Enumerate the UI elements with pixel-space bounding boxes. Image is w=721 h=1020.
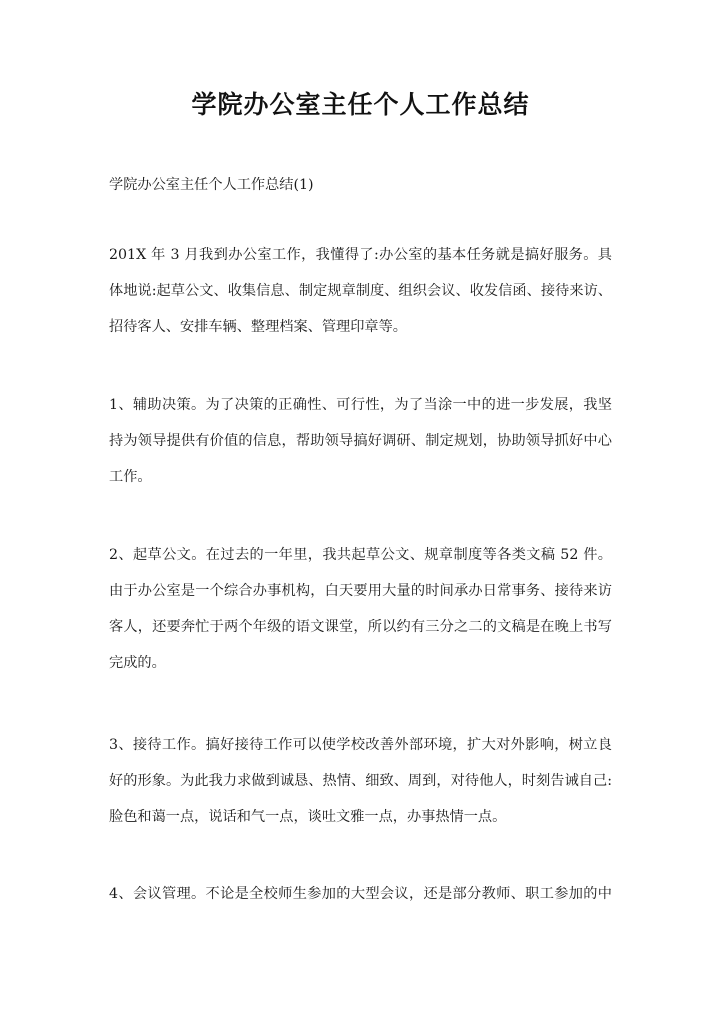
paragraph-line: 1、辅助决策。为了决策的正确性、可行性，为了当涂一中的进一步发展，我坚: [109, 397, 612, 413]
paragraph-line: 好的形象。为此我力求做到诚恳、热情、细致、周到，对待他人，时刻告诫自己:: [109, 773, 612, 789]
paragraph-line: 客人，还要奔忙于两个年级的语文课堂，所以约有三分之二的文稿是在晚上书写: [109, 619, 612, 635]
paragraph-intro: [109, 245, 612, 353]
paragraph-item-1: [109, 395, 612, 503]
paragraph-line: 3、接待工作。搞好接待工作可以使学校改善外部环境，扩大对外影响，树立良: [109, 737, 612, 753]
paragraph-line: 工作。: [109, 469, 152, 485]
paragraph-line: 由于办公室是一个综合办事机构，白天要用大量的时间承办日常事务、接待来访: [109, 583, 612, 599]
paragraph-line: 持为领导提供有价值的信息，帮助领导搞好调研、制定规划，协助领导抓好中心: [109, 433, 612, 449]
paragraph-item-2: [109, 545, 612, 689]
paragraph-line: 4、会议管理。不论是全校师生参加的大型会议，还是部分教师、职工参加的中: [109, 886, 612, 902]
paragraph-line: 2、起草公文。在过去的一年里，我共起草公文、规章制度等各类文稿 52 件。: [109, 547, 612, 563]
document-subtitle: 学院办公室主任个人工作总结(1): [109, 177, 314, 193]
paragraph-line: 招待客人、安排车辆、整理档案、管理印章等。: [109, 319, 407, 335]
paragraph-line: 完成的。: [109, 655, 166, 671]
document-title: 学院办公室主任个人工作总结: [191, 90, 530, 119]
paragraph-item-4: [109, 884, 612, 920]
paragraph-line: 脸色和蔼一点，说话和气一点，谈吐文雅一点，办事热情一点。: [109, 809, 507, 825]
paragraph-item-3: [109, 735, 612, 843]
paragraph-line: 体地说:起草公文、收集信息、制定规章制度、组织会议、收发信函、接待来访、: [109, 283, 612, 299]
paragraph-line: 201X 年 3 月我到办公室工作，我懂得了:办公室的基本任务就是搞好服务。具: [109, 247, 612, 263]
